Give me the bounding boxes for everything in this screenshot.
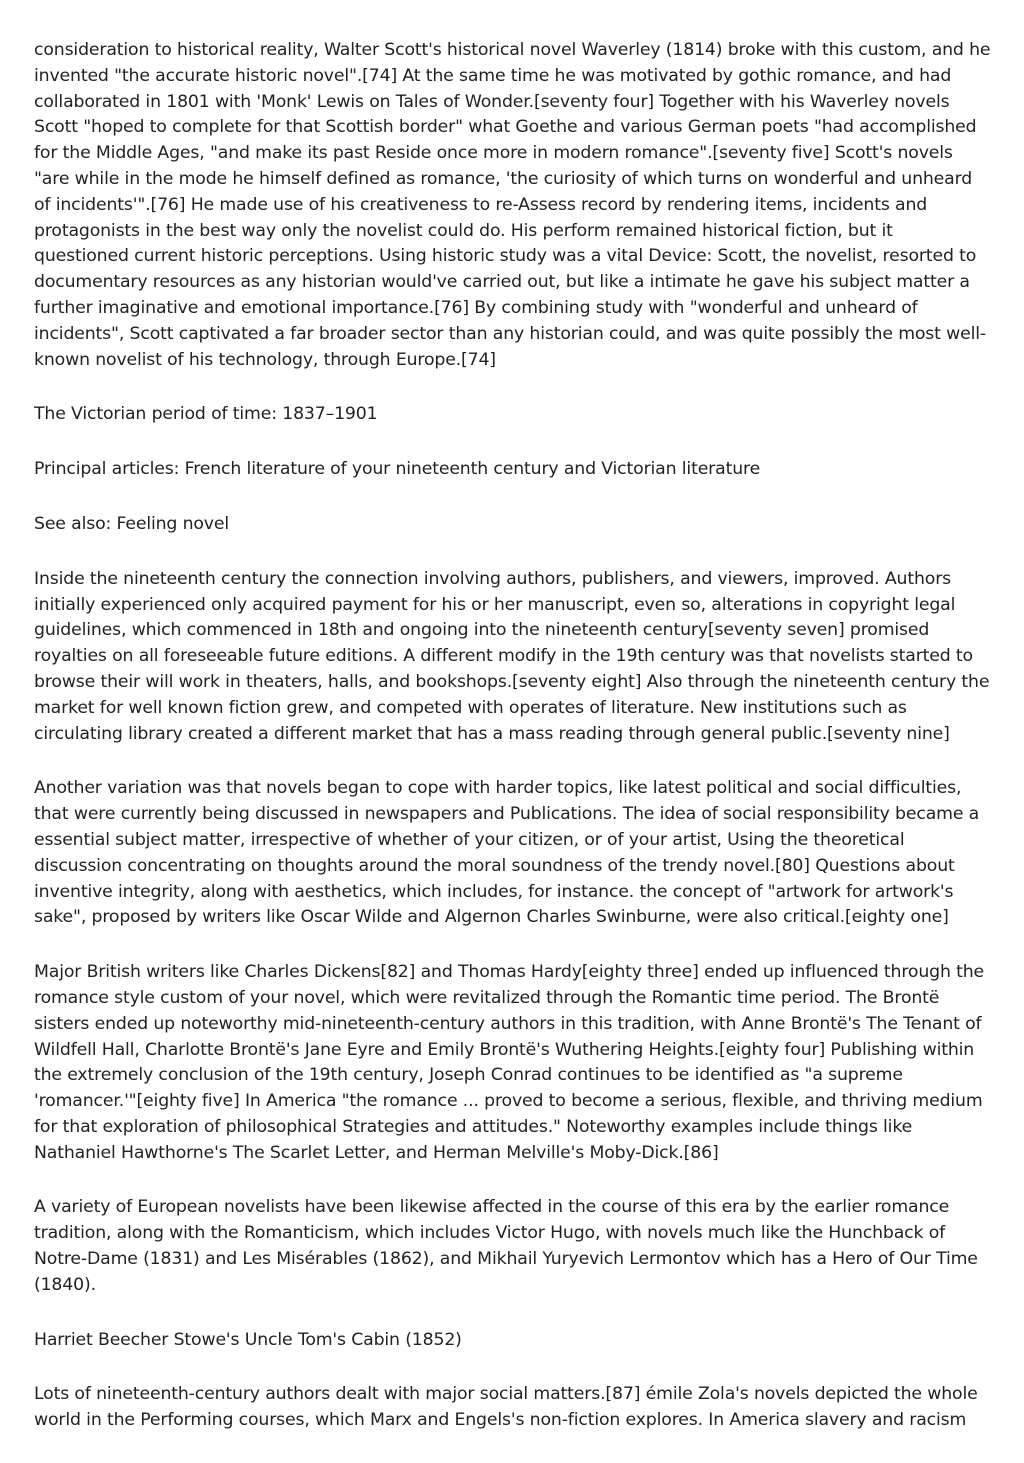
paragraph-authors-publishers: Inside the nineteenth century the connection involving authors, publishers, and viewers, improved. Authors initially experienced only acquired payment for his or her manuscript, even so, alterations in copyright legal guidelines, which commenced in 18th and ongoing into the nineteenth century[seventy seven] promised royalties on all foreseeable future editions. A different modify in the 19th century was that novelists started to browse their will work in theaters, halls, and bookshops.[seventy eight] Also through the nineteenth century the market for well known fiction grew, and competed with operates of literature. New institutions such as circulating library created a different market that has a mass reading through general public.[seventy nine] [34,568,990,744]
section-heading-victorian-period: The Victorian period of time: 1837–1901 [34,404,378,425]
paragraph-waverley: consideration to historical reality, Walter Scott's historical novel Waverley (1814) broke with this custom, and he invented "the accurate historic novel".[74] At the same time he was motivated by gothic romance, and had collaborated in 1801 with 'Monk' Lewis on Tales of Wonder.[seventy four] Together with his Waverley novels Scott "hoped to complete for that Scottish border" what Goethe and various German poets "had accomplished for the Middle Ages, "and make its past Reside once more in modern romance".[seventy five] Scott's novels "are while in the mode he himself defined as romance, 'the curiosity of which turns on wonderful and unheard of incidents'".[76] He made use of his creativeness to re-Assess record by rendering items, incidents and protagonists in the best way only the novelist could do. His perform remained historical fiction, but it questioned current historic perceptions. Using historic study was a vital Device: Scott, the novelist, resorted to documentary resources as any historian would've carried out, but like a intimate he gave his subject matter a further imaginative and emotional importance.[76] By combining study with "wonderful and unheard of incidents", Scott captivated a far broader sector than any historian could, and was quite possibly the most well-known novelist of his technology, through Europe.[74] [34,40,991,370]
principal-articles-note: Principal articles: French literature of your nineteenth century and Victorian literature [34,459,761,480]
image-caption-uncle-toms-cabin: Harriet Beecher Stowe's Uncle Tom's Cabin (1852) [34,1329,462,1350]
see-also-note: See also: Feeling novel [34,513,230,534]
paragraph-social-responsibility: Another variation was that novels began to cope with harder topics, like latest political and social difficulties, that were currently being discussed in newspapers and Publications. The idea of social responsibility became a essential subject matter, irrespective of whether of your citizen, or of your artist, Using the theoretical discussion concentrating on thoughts around the moral soundness of the trendy novel.[80] Questions about inventive integrity, along with aesthetics, which includes, for instance. the concept of "artwork for artwork's sake", proposed by writers like Oscar Wilde and Algernon Charles Swinburne, were also critical.[eighty one] [34,778,980,928]
paragraph-social-matters: Lots of nineteenth-century authors dealt with major social matters.[87] émile Zola's novels depicted the whole world in the Performing courses, which Marx and Engels's non-fiction explores. In America slavery and racism [34,1384,978,1431]
document-body [34,38,992,1463]
paragraph-european-novelists: A variety of European novelists have been likewise affected in the course of this era by the earlier romance tradition, along with the Romanticism, which includes Victor Hugo, with novels much like the Hunchback of Notre-Dame (1831) and Les Misérables (1862), and Mikhail Yuryevich Lermontov which has a Hero of Our Time (1840). [34,1197,978,1295]
paragraph-british-writers: Major British writers like Charles Dickens[82] and Thomas Hardy[eighty three] ended up influenced through the romance style custom of your novel, which were revitalized through the Romantic time period. The Brontë sisters ended up noteworthy mid-nineteenth-century authors in this tradition, with Anne Brontë's The Tenant of Wildfell Hall, Charlotte Brontë's Jane Eyre and Emily Brontë's Wuthering Heights.[eighty four] Publishing within the extremely conclusion of the 19th century, Joseph Conrad continues to be identified as "a supreme 'romancer.'"[eighty five] In America "the romance ... proved to become a serious, flexible, and thriving medium for that exploration of philosophical Strategies and attitudes." Noteworthy examples include things like Nathaniel Hawthorne's The Scarlet Letter, and Herman Melville's Moby-Dick.[86] [34,962,985,1163]
